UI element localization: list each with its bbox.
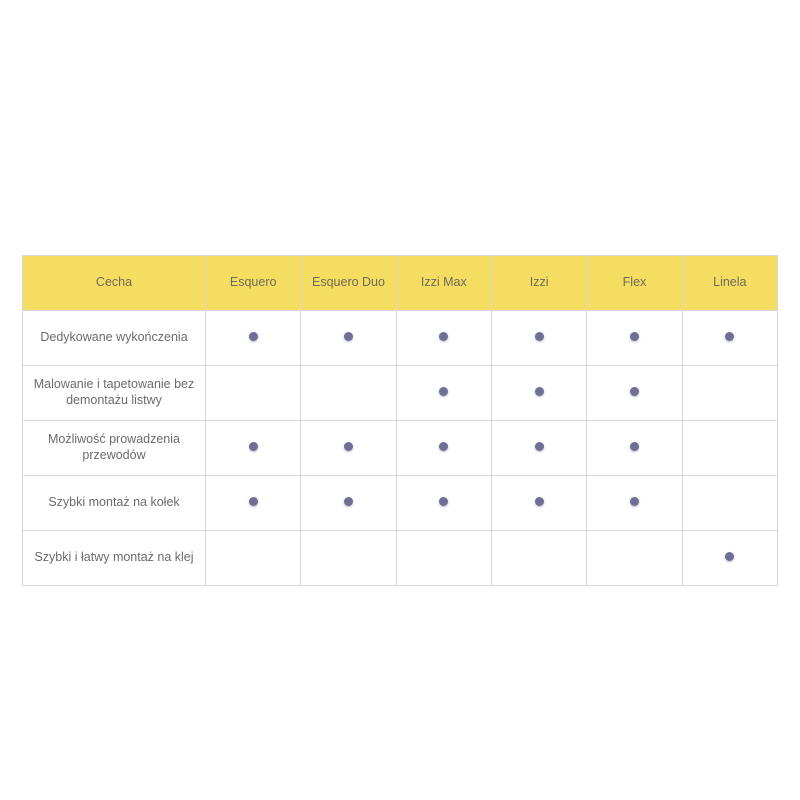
column-header-esquero-duo: Esquero Duo (301, 256, 396, 311)
cell-linela (682, 366, 777, 421)
bullet-dot-icon (725, 552, 734, 561)
bullet-dot-icon (439, 442, 448, 451)
table-row (23, 421, 778, 476)
bullet-dot-icon (439, 332, 448, 341)
cell-izzi-max (396, 476, 491, 531)
feature-comparison-table (22, 255, 778, 586)
cell-esquero-duo (301, 476, 396, 531)
bullet-dot-icon (535, 442, 544, 451)
cell-flex (587, 311, 682, 366)
table-row (23, 476, 778, 531)
feature-label: Szybki montaż na kołek (23, 476, 206, 531)
table-row (23, 311, 778, 366)
cell-esquero (206, 421, 301, 476)
bullet-dot-icon (630, 497, 639, 506)
cell-izzi-max (396, 311, 491, 366)
column-header-izzi: Izzi (491, 256, 586, 311)
cell-linela (682, 311, 777, 366)
table-row (23, 366, 778, 421)
feature-label: Malowanie i tapetowanie bez demontażu listwy (23, 366, 206, 421)
bullet-dot-icon (439, 497, 448, 506)
cell-izzi (491, 531, 586, 586)
cell-esquero-duo (301, 531, 396, 586)
cell-esquero (206, 476, 301, 531)
cell-esquero (206, 366, 301, 421)
cell-izzi (491, 421, 586, 476)
cell-flex (587, 476, 682, 531)
cell-flex (587, 531, 682, 586)
bullet-dot-icon (249, 497, 258, 506)
cell-linela (682, 421, 777, 476)
bullet-dot-icon (439, 387, 448, 396)
cell-izzi (491, 311, 586, 366)
bullet-dot-icon (725, 332, 734, 341)
feature-label: Szybki i łatwy montaż na klej (23, 531, 206, 586)
bullet-dot-icon (630, 387, 639, 396)
cell-flex (587, 421, 682, 476)
bullet-dot-icon (344, 332, 353, 341)
cell-izzi-max (396, 531, 491, 586)
cell-flex (587, 366, 682, 421)
bullet-dot-icon (630, 442, 639, 451)
column-header-flex: Flex (587, 256, 682, 311)
cell-izzi-max (396, 366, 491, 421)
cell-esquero-duo (301, 311, 396, 366)
bullet-dot-icon (344, 442, 353, 451)
feature-label: Możliwość prowadzenia przewodów (23, 421, 206, 476)
column-header-esquero: Esquero (206, 256, 301, 311)
bullet-dot-icon (535, 497, 544, 506)
cell-izzi (491, 476, 586, 531)
bullet-dot-icon (344, 497, 353, 506)
cell-izzi-max (396, 421, 491, 476)
cell-linela (682, 476, 777, 531)
cell-izzi (491, 366, 586, 421)
column-header-linela: Linela (682, 256, 777, 311)
column-header-izzi-max: Izzi Max (396, 256, 491, 311)
cell-linela (682, 531, 777, 586)
column-header-feature: Cecha (23, 256, 206, 311)
feature-label: Dedykowane wykończenia (23, 311, 206, 366)
bullet-dot-icon (249, 442, 258, 451)
cell-esquero (206, 531, 301, 586)
table-body (23, 311, 778, 586)
bullet-dot-icon (249, 332, 258, 341)
bullet-dot-icon (535, 332, 544, 341)
cell-esquero (206, 311, 301, 366)
comparison-table-container (22, 255, 778, 586)
cell-esquero-duo (301, 366, 396, 421)
cell-esquero-duo (301, 421, 396, 476)
table-header-row (23, 256, 778, 311)
bullet-dot-icon (630, 332, 639, 341)
bullet-dot-icon (535, 387, 544, 396)
table-header (23, 256, 778, 311)
table-row (23, 531, 778, 586)
